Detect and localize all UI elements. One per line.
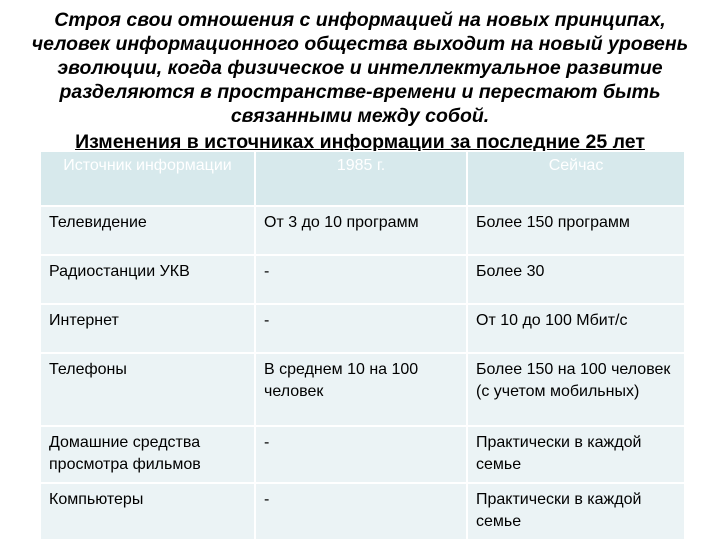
cell-source: Радиостанции УКВ [41,255,255,304]
cell-source: Компьютеры [41,483,255,539]
info-sources-table [41,152,684,539]
cell-now: Более 150 на 100 человек (с учетом мобильных) [467,353,684,426]
table-header-row [41,152,684,206]
header-now: Сейчас [467,152,684,206]
cell-source: Телевидение [41,206,255,255]
table-row [41,255,684,304]
cell-source: Интернет [41,304,255,353]
cell-1985: - [255,304,467,353]
cell-1985: - [255,255,467,304]
cell-1985: - [255,483,467,539]
table-row [41,483,684,539]
cell-now: Более 30 [467,255,684,304]
cell-1985: - [255,426,467,483]
table-row [41,206,684,255]
table-row [41,353,684,426]
table-heading: Изменения в источниках информации за последние 25 лет [75,131,645,151]
cell-now: Более 150 программ [467,206,684,255]
cell-1985: В среднем 10 на 100 человек [255,353,467,426]
cell-now: Практически в каждой семье [467,426,684,483]
intro-paragraph: Строя свои отношения с информацией на новых принципах, человек информационного общества выходит на новый уровень эволюции, когда физическое и интеллектуальное развитие разделяются в пространстве-времени и перестают быть связанными между собой. [31,9,689,127]
cell-1985: От 3 до 10 программ [255,206,467,255]
cell-now: Практически в каждой семье [467,483,684,539]
header-1985: 1985 г. [255,152,467,206]
cell-source: Телефоны [41,353,255,426]
table-row [41,304,684,353]
table-row [41,426,684,483]
cell-source: Домашние средства просмотра фильмов [41,426,255,483]
cell-now: От 10 до 100 Мбит/с [467,304,684,353]
header-source: Источник информации [41,152,255,206]
